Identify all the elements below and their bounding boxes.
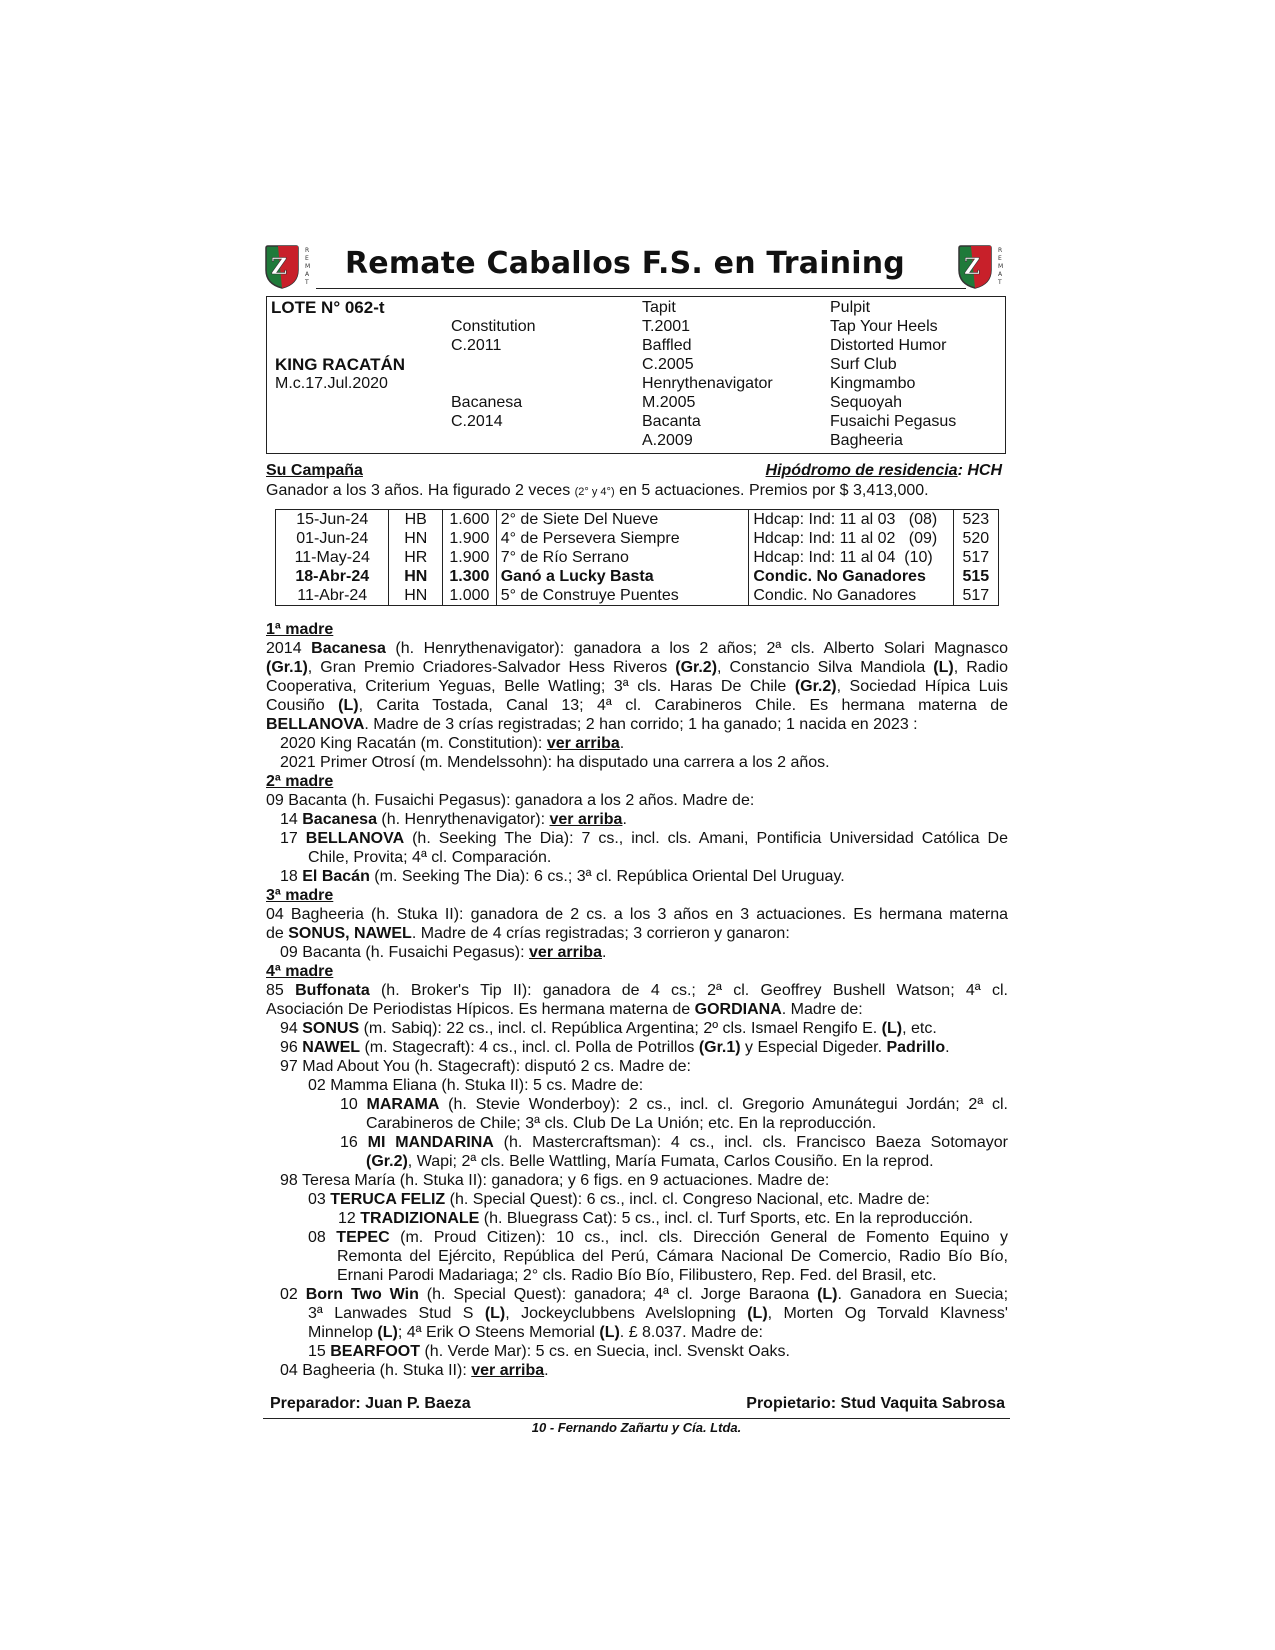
table-row xyxy=(276,548,999,567)
ver-arriba-link[interactable]: ver arriba xyxy=(529,944,602,961)
offspring-line: 96 NAWEL (m. Stagecraft): 4 cs., incl. cl. Polla de Potrillos (Gr.1) y Especial Digeder. Padrillo. xyxy=(280,1039,950,1056)
gen2-entry: Tapit xyxy=(642,299,676,316)
offspring-line: 18 El Bacán (m. Seeking The Dia): 6 cs.; 3ª cl. República Oriental Del Uruguay. xyxy=(280,868,845,885)
trainer: Preparador: Juan P. Baeza xyxy=(270,1395,471,1412)
fourth-dam-label: 4ª madre xyxy=(266,963,334,980)
table-row xyxy=(276,586,999,606)
svg-text:R: R xyxy=(998,247,1003,254)
offspring-line: 04 Bagheeria (h. Stuka II): ver arriba. xyxy=(280,1362,549,1379)
owner: Propietario: Stud Vaquita Sabrosa xyxy=(746,1395,1005,1412)
race-distance: 1.600 xyxy=(443,510,497,530)
third-dam-line: 04 Bagheeria (h. Stuka II): ganadora de 2 cs. a los 3 años en 3 actuaciones. Es hermana materna xyxy=(266,906,1008,923)
gen2-entry: Bacanta xyxy=(642,413,701,430)
offspring-line: 12 TRADIZIONALE (h. Bluegrass Cat): 5 cs., incl. cl. Turf Sports, etc. En la reproducción. xyxy=(338,1210,973,1227)
first-dam-line: BELLANOVA. Madre de 3 crías registradas; 2 han corrido; 1 ha ganado; 1 nacida en 2023 : xyxy=(266,716,918,733)
offspring-line: 09 Bacanta (h. Fusaichi Pegasus): ver arriba. xyxy=(280,944,607,961)
offspring-line: 10 MARAMA (h. Stevie Wonderboy): 2 cs., incl. cl. Gregorio Amunátegui Jordán; 2ª cl. xyxy=(340,1096,1008,1113)
horse-birth: M.c.17.Jul.2020 xyxy=(275,375,388,392)
race-rating: 517 xyxy=(953,548,998,567)
table-row xyxy=(276,529,999,548)
offspring-line: 15 BEARFOOT (h. Verde Mar): 5 cs. en Suecia, incl. Svenskt Oaks. xyxy=(308,1343,790,1360)
ver-arriba-link[interactable]: ver arriba xyxy=(549,811,623,828)
offspring-line: Remonta del Ejército, República del Perú, Cámara Nacional De Comercio, Radio Bío Bío, xyxy=(337,1248,1008,1265)
gen3-entry: Tap Your Heels xyxy=(830,318,938,335)
svg-text:A: A xyxy=(998,271,1003,278)
offspring-line: 3ª Lanwades Stud S (L), Jockeyclubbens Avelslopning (L), Morten Og Torvald Klavness' xyxy=(308,1305,1008,1322)
gen2-entry: Henrythenavigator xyxy=(642,375,773,392)
race-track: HN xyxy=(389,586,443,606)
first-dam-line: Cousiño (L), Carita Tostada, Canal 13; 4ª cl. Carabineros Chile. Es hermana materna de xyxy=(266,697,1009,714)
horse-name: KING RACATÁN xyxy=(275,355,406,374)
footer-divider xyxy=(263,1418,1010,1419)
gen3-entry: Surf Club xyxy=(830,356,897,373)
race-track: HB xyxy=(389,510,443,530)
residence-label: Hipódromo de residencia xyxy=(765,462,958,479)
race-condition: Condic. No Ganadores xyxy=(749,586,953,606)
offspring-line: 17 BELLANOVA (h. Seeking The Dia): 7 cs., incl. cls. Amani, Pontificia Universidad Católica De xyxy=(280,830,1008,847)
offspring-line: 2020 King Racatán (m. Constitution): ver arriba. xyxy=(280,735,625,752)
campaign-summary xyxy=(266,482,1006,500)
third-dam-label: 3ª madre xyxy=(266,887,334,904)
offspring-line: Minnelop (L); 4ª Erik O Steens Memorial (L). £ 8.037. Madre de: xyxy=(308,1324,763,1341)
race-date: 01-Jun-24 xyxy=(276,529,389,548)
race-distance: 1.000 xyxy=(443,586,497,606)
third-dam-line: de SONUS, NAWEL. Madre de 4 crías registradas; 3 corrieron y ganaron: xyxy=(266,925,790,942)
table-row-winner xyxy=(276,567,999,586)
fourth-dam-line: 85 Buffonata (h. Broker's Tip II): ganadora de 4 cs.; 2ª cl. Geoffrey Bushell Watson; 4ª cl. xyxy=(266,982,1008,999)
ver-arriba-link[interactable]: ver arriba xyxy=(546,735,620,752)
svg-text:T: T xyxy=(998,279,1002,286)
race-track: HN xyxy=(389,567,443,586)
dam-info: C.2014 xyxy=(451,413,503,430)
race-date: 11-May-24 xyxy=(276,548,389,567)
race-condition: Condic. No Ganadores xyxy=(749,567,953,586)
race-result: 2° de Siete Del Nueve xyxy=(496,510,749,530)
offspring-line: Carabineros de Chile; 3ª cls. Club De La Unión; etc. En la reproducción. xyxy=(366,1115,877,1132)
table-row xyxy=(276,510,999,530)
gen2-entry: T.2001 xyxy=(642,318,691,335)
race-result: 7° de Río Serrano xyxy=(496,548,749,567)
campaign-summary-small: (2° y 4°) xyxy=(574,486,615,498)
dam: Bacanesa xyxy=(451,394,523,411)
gen2-entry: Baffled xyxy=(642,337,692,354)
offspring-line: 94 SONUS (m. Sabiq): 22 cs., incl. cl. República Argentina; 2º cls. Ismael Rengifo E. (L), etc. xyxy=(280,1020,937,1037)
first-dam-line: 2014 Bacanesa (h. Henrythenavigator): ganadora a los 2 años; 2ª cls. Alberto Solari Magnasco xyxy=(266,640,1008,657)
sire-info: C.2011 xyxy=(451,337,502,354)
race-date: 11-Abr-24 xyxy=(276,586,389,606)
second-dam-line: 09 Bacanta (h. Fusaichi Pegasus): ganadora a los 2 años. Madre de: xyxy=(266,792,755,809)
sire: Constitution xyxy=(451,318,536,335)
race-date: 18-Abr-24 xyxy=(276,567,389,586)
gen3-entry: Distorted Humor xyxy=(830,337,947,354)
offspring-line: 02 Mamma Eliana (h. Stuka II): 5 cs. Madre de: xyxy=(308,1077,644,1094)
svg-text:Z: Z xyxy=(964,254,981,280)
gen3-entry: Bagheeria xyxy=(830,432,903,449)
svg-text:M: M xyxy=(305,263,311,270)
offspring-line: 16 MI MANDARINA (h. Mastercraftsman): 4 cs., incl. cls. Francisco Baeza Sotomayor xyxy=(340,1134,1008,1151)
race-result: 4° de Persevera Siempre xyxy=(496,529,749,548)
first-dam-line: (Gr.1), Gran Premio Criadores-Salvador Hess Riveros (Gr.2), Constancio Silva Mandiola (L), Radio xyxy=(266,659,1009,676)
ver-arriba-link[interactable]: ver arriba xyxy=(471,1362,545,1379)
campaign-summary-a: Ganador a los 3 años. Ha figurado 2 veces xyxy=(266,482,571,499)
race-condition: Hdcap: Ind: 11 al 02 (09) xyxy=(749,529,953,548)
offspring-line: Ernani Parodi Madariaga; 2° cls. Radio Bío Bío, Filibustero, Rep. Fed. del Brasil, etc. xyxy=(337,1267,937,1284)
race-track: HN xyxy=(389,529,443,548)
company-logo-left xyxy=(262,242,314,290)
race-condition: Hdcap: Ind: 11 al 04 (10) xyxy=(749,548,953,567)
gen3-entry: Kingmambo xyxy=(830,375,916,392)
svg-text:M: M xyxy=(998,263,1004,270)
first-dam-label: 1ª madre xyxy=(266,621,334,638)
gen3-entry: Fusaichi Pegasus xyxy=(830,413,957,430)
offspring-line: (Gr.2), Wapi; 2ª cls. Belle Wattling, María Fumata, Carlos Cousiño. En la reprod. xyxy=(366,1153,934,1170)
offspring-line: 97 Mad About You (h. Stagecraft): disputó 2 cs. Madre de: xyxy=(280,1058,691,1075)
gen2-entry: A.2009 xyxy=(642,432,693,449)
lot-number: LOTE N° 062-t xyxy=(271,298,385,317)
fourth-dam-line: Asociación De Periodistas Hípicos. Es hermana materna de GORDIANA. Madre de: xyxy=(266,1001,863,1018)
second-dam-label: 2ª madre xyxy=(266,773,334,790)
campaign-label: Su Campaña xyxy=(266,462,363,479)
campaign-header xyxy=(266,462,1006,480)
race-rating: 520 xyxy=(953,529,998,548)
svg-text:Z: Z xyxy=(271,254,288,280)
residence-value: : HCH xyxy=(957,462,1002,479)
offspring-line: 2021 Primer Otrosí (m. Mendelssohn): ha disputado una carrera a los 2 años. xyxy=(280,754,830,771)
race-result: 5° de Construye Puentes xyxy=(496,586,749,606)
race-condition: Hdcap: Ind: 11 al 03 (08) xyxy=(749,510,953,530)
svg-text:R: R xyxy=(305,247,310,254)
company-logo-right xyxy=(955,242,1007,290)
campaign-summary-b: en 5 actuaciones. Premios por $ 3,413,000. xyxy=(619,482,929,499)
svg-text:E: E xyxy=(305,255,309,262)
svg-text:A: A xyxy=(305,271,310,278)
race-rating: 515 xyxy=(953,567,998,586)
pedigree-box xyxy=(266,296,1006,454)
race-distance: 1.900 xyxy=(443,548,497,567)
race-distance: 1.300 xyxy=(443,567,497,586)
race-distance: 1.900 xyxy=(443,529,497,548)
gen2-entry: C.2005 xyxy=(642,356,694,373)
offspring-line: 02 Born Two Win (h. Special Quest): ganadora; 4ª cl. Jorge Baraona (L). Ganadora en Suecia; xyxy=(280,1286,1009,1303)
race-rating: 517 xyxy=(953,586,998,606)
offspring-line: 14 Bacanesa (h. Henrythenavigator): ver arriba. xyxy=(280,811,627,828)
offspring-line: 08 TEPEC (m. Proud Citizen): 10 cs., incl. cls. Dirección General de Fomento Equino y xyxy=(308,1229,1008,1246)
page-footer: 10 - Fernando Zañartu y Cía. Ltda. xyxy=(531,1420,742,1435)
residence xyxy=(766,462,1002,480)
svg-text:T: T xyxy=(305,279,309,286)
gen3-entry: Pulpit xyxy=(830,299,871,316)
race-result: Ganó a Lucky Basta xyxy=(496,567,749,586)
race-track: HR xyxy=(389,548,443,567)
offspring-line: 98 Teresa María (h. Stuka II): ganadora; y 6 figs. en 9 actuaciones. Madre de: xyxy=(280,1172,830,1189)
race-table xyxy=(275,509,999,606)
race-date: 15-Jun-24 xyxy=(276,510,389,530)
gen2-entry: M.2005 xyxy=(642,394,696,411)
page-title: Remate Caballos F.S. en Training xyxy=(345,246,905,281)
offspring-line: Chile, Provita; 4ª cl. Comparación. xyxy=(308,849,552,866)
svg-text:E: E xyxy=(998,255,1002,262)
gen3-entry: Sequoyah xyxy=(830,394,903,411)
race-rating: 523 xyxy=(953,510,998,530)
title-divider xyxy=(316,288,966,289)
offspring-line: 03 TERUCA FELIZ (h. Special Quest): 6 cs., incl. cl. Congreso Nacional, etc. Madre de: xyxy=(308,1191,930,1208)
first-dam-line: Cooperativa, Criterium Yeguas, Belle Watling; 3ª cls. Haras De Chile (Gr.2), Sociedad Hípica Luis xyxy=(266,678,1008,695)
